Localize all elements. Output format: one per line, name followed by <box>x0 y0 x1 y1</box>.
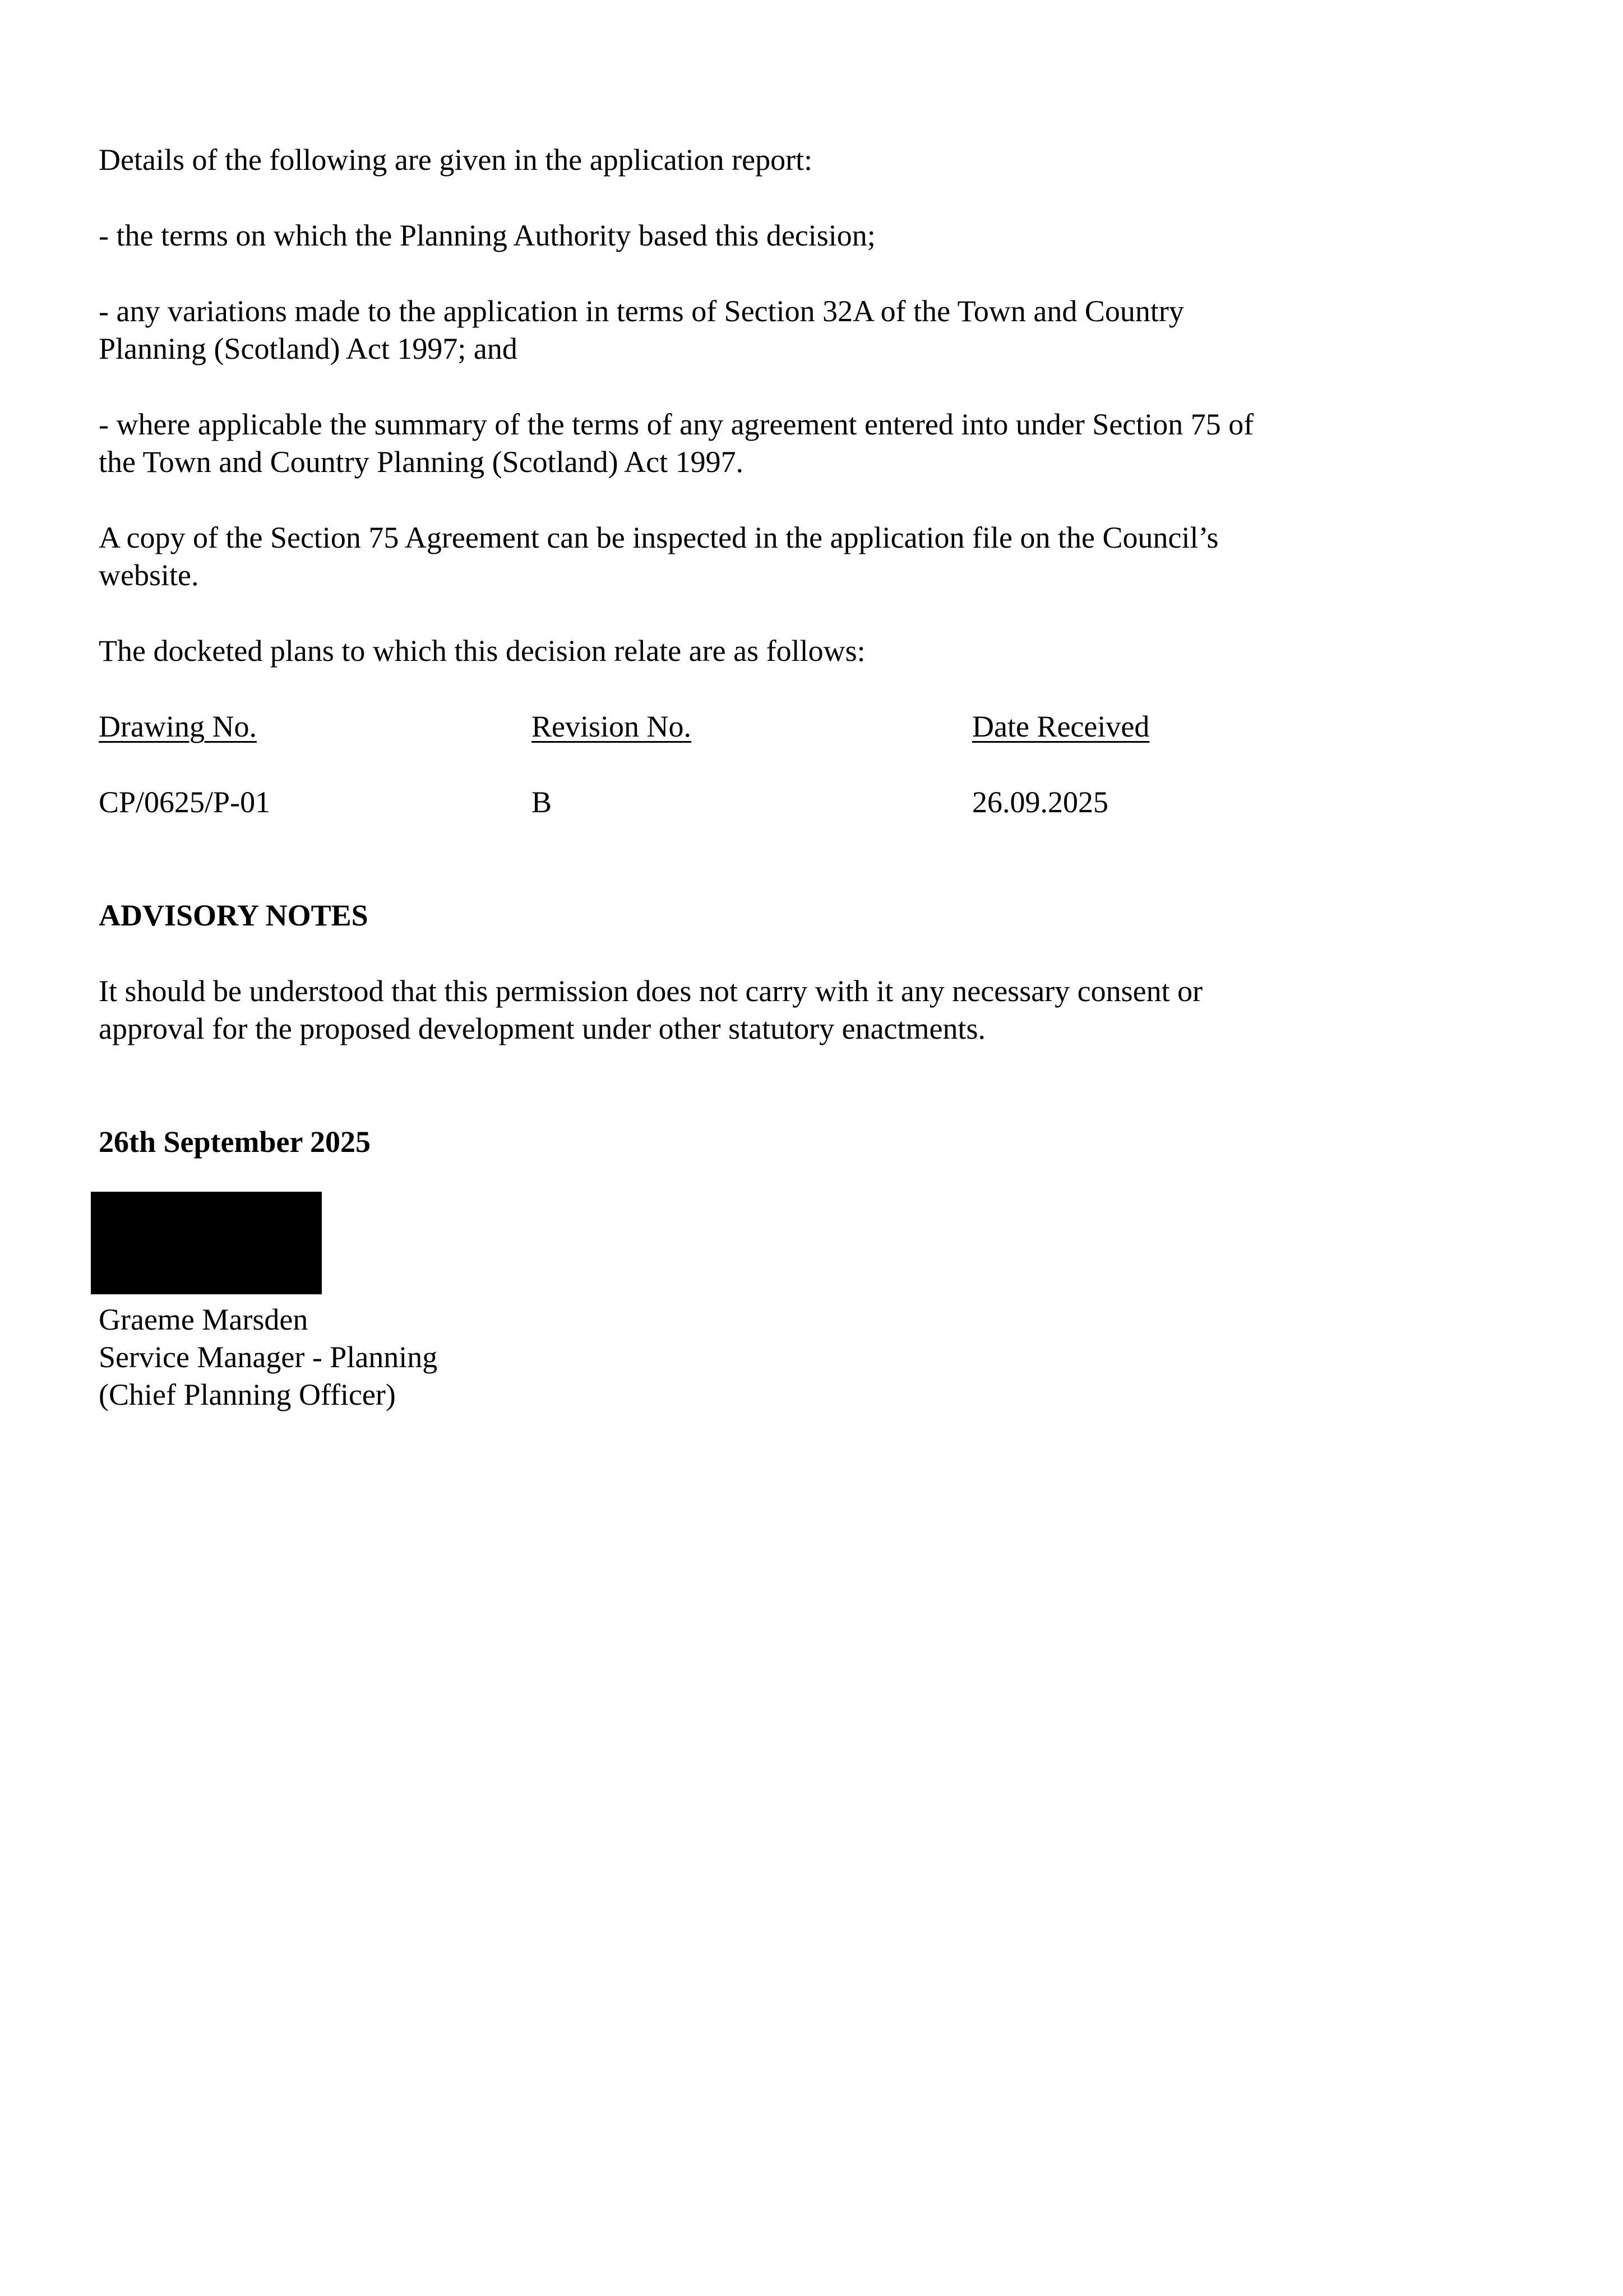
list-item: - the terms on which the Planning Authority based this decision; <box>99 219 876 252</box>
decision-date: 26th September 2025 <box>99 1125 371 1159</box>
agreement-note: A copy of the Section 75 Agreement can be inspected in the application file on the Council’s <box>99 521 1219 554</box>
plans-intro: The docketed plans to which this decision relate are as follows: <box>99 634 866 668</box>
redacted-signature <box>91 1192 322 1294</box>
advisory-text-continuation: approval for the proposed development under other statutory enactments. <box>99 1012 986 1045</box>
table-header-revision-no: Revision No. <box>531 710 692 743</box>
intro-text: Details of the following are given in the application report: <box>99 143 813 177</box>
table-cell-date-received: 26.09.2025 <box>972 785 1108 819</box>
list-item: - where applicable the summary of the terms of any agreement entered into under Section 75 of <box>99 408 1254 441</box>
list-item-continuation: the Town and Country Planning (Scotland) Act 1997. <box>99 445 744 479</box>
table-cell-revision-no: B <box>531 785 552 819</box>
agreement-note-continuation: website. <box>99 558 199 592</box>
signatory-name: Graeme Marsden <box>99 1303 308 1336</box>
advisory-heading: ADVISORY NOTES <box>99 899 368 932</box>
list-item-continuation: Planning (Scotland) Act 1997; and <box>99 332 517 365</box>
table-header-drawing-no: Drawing No. <box>99 710 257 743</box>
advisory-text: It should be understood that this permission does not carry with it any necessary consent or <box>99 974 1203 1008</box>
table-header-date-received: Date Received <box>972 710 1150 743</box>
table-cell-drawing-no: CP/0625/P-01 <box>99 785 271 819</box>
signatory-role: (Chief Planning Officer) <box>99 1378 396 1411</box>
list-item: - any variations made to the application in terms of Section 32A of the Town and Country <box>99 294 1184 328</box>
signatory-title: Service Manager - Planning <box>99 1340 438 1374</box>
